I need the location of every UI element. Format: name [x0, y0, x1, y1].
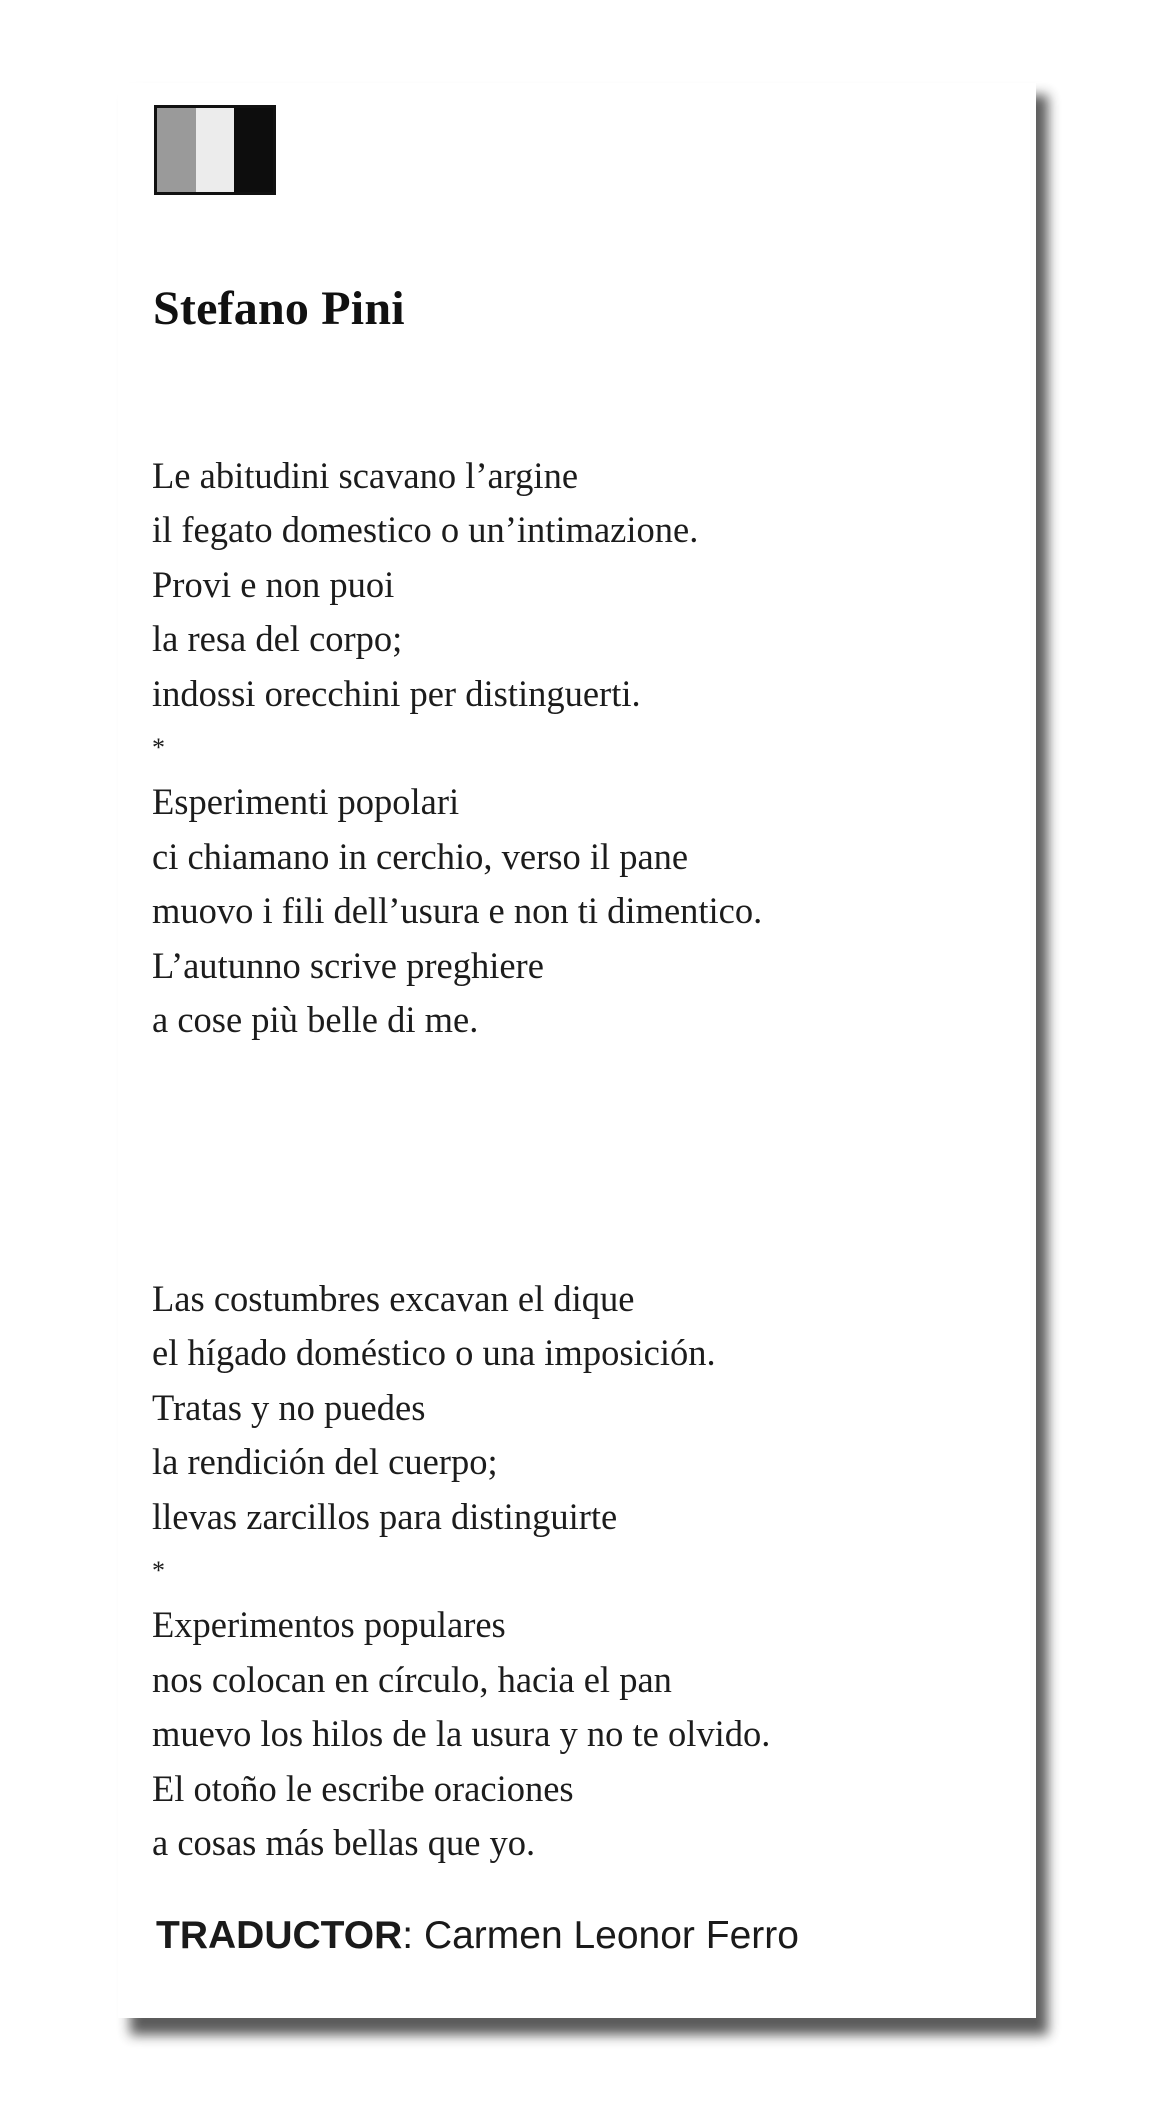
poem-line: el hígado doméstico o una imposición.: [152, 1332, 716, 1374]
translator-separator: :: [402, 1914, 424, 1957]
poem-spanish: [152, 1272, 770, 1870]
translator-credit: [156, 1914, 799, 1958]
poem-line: a cosas más bellas que yo.: [152, 1822, 536, 1864]
flag-stripe-right: [234, 108, 273, 192]
poem-line: muovo i fili dell’usura e non ti dimentico.: [152, 890, 763, 932]
poem-line: L’autunno scrive preghiere: [152, 944, 544, 986]
poem-line: Provi e non puoi: [152, 563, 395, 605]
poem-line: llevas zarcillos para distinguirte: [152, 1495, 618, 1537]
poem-line: Las costumbres excavan el dique: [152, 1278, 635, 1319]
poem-line: indossi orecchini per distinguerti.: [152, 672, 641, 714]
poem-line: muevo los hilos de la usura y no te olvido.: [152, 1713, 771, 1755]
poem-line: la resa del corpo;: [152, 618, 403, 660]
poem-line: Experimentos populares: [152, 1604, 506, 1646]
poem-italian: [152, 449, 762, 1047]
poem-line: nos colocan en círculo, hacia el pan: [152, 1658, 672, 1700]
flag-stripe-middle: [196, 108, 235, 192]
poem-line: El otoño le escribe oraciones: [152, 1767, 574, 1809]
translator-name: Carmen Leonor Ferro: [423, 1914, 799, 1957]
poem-line: la rendición del cuerpo;: [152, 1441, 498, 1483]
author-name: Stefano Pini: [153, 282, 405, 335]
poem-line: a cose più belle di me.: [152, 999, 479, 1041]
translator-label: TRADUCTOR: [156, 1914, 403, 1957]
flag-icon: [154, 105, 276, 195]
poem-line: Le abitudini scavano l’argine: [152, 455, 579, 496]
poem-line: Esperimenti popolari: [152, 781, 460, 823]
poem-line: ci chiamano in cerchio, verso il pane: [152, 835, 689, 877]
poem-line: Tratas y no puedes: [152, 1386, 426, 1428]
stanza-separator: *: [152, 733, 165, 763]
stanza-separator: *: [152, 1556, 165, 1586]
poem-page: [118, 83, 1036, 2018]
poem-line: il fegato domestico o un’intimazione.: [152, 509, 699, 551]
flag-stripe-left: [157, 108, 196, 192]
